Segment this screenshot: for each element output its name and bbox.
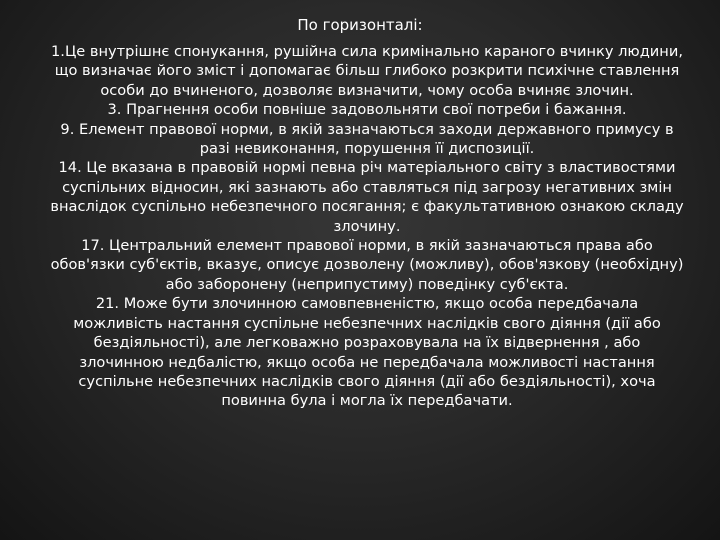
clue-number: 9. [60,120,75,138]
clue-number: 14. [58,159,82,177]
clue-text: Це вказана в правовій нормі певна річ матеріального світу з властивостями суспільних відносин, які зазнають або ставляться під загрозу негативних змін внаслідок суспільно небезпечного посягання; є факультативною ознакою складу злочину. [50,159,684,235]
clue-item [50,120,684,159]
clue-item [50,294,684,410]
clue-item [50,236,684,294]
clue-item [50,158,684,236]
clue-item [50,42,684,100]
clue-number: 1. [51,43,65,60]
clue-text: Прагнення особи повніше задовольняти свої потреби і бажання. [126,101,627,119]
clue-number: 3. [107,101,122,119]
clue-text: Це внутрішнє спонукання, рушійна сила кримінально караного вчинку людини, що визначає його зміст і допомагає більш глибоко розкрити психічне ставлення особи до вчиненого, дозволяє визначити, чому особа вчиняє злочин. [54,43,683,99]
clue-item [50,100,684,119]
crossword-clues-list [50,42,684,411]
slide-title: По горизонталі: [297,16,423,34]
clue-text: Може бути злочинною самовпевненістю, якщо особа передбачала можливість настання суспільне небезпечних наслідків свого діяння (дії або бездіяльності), але легковажно розраховувала на їх відвернення , або злочинною недбалістю, якщо особа не передбачала можливості настання суспільне небезпечних наслідків свого діяння (дії або бездіяльності), хоча повинна була і могла їх передбачати. [73,295,661,410]
clue-text: Центральний елемент правової норми, в якій зазначаються права або обов'язки суб'єктів, вказує, описує дозволену (можливу), обов'язкову (необхідну) або заборонену (неприпустиму) поведінку суб'єкта. [50,237,684,293]
clue-number: 17. [81,237,105,255]
clue-number: 21. [95,295,120,313]
clue-text: Елемент правової норми, в якій зазначаються заходи державного примусу в разі невиконання, порушення її диспозиції. [78,120,674,158]
